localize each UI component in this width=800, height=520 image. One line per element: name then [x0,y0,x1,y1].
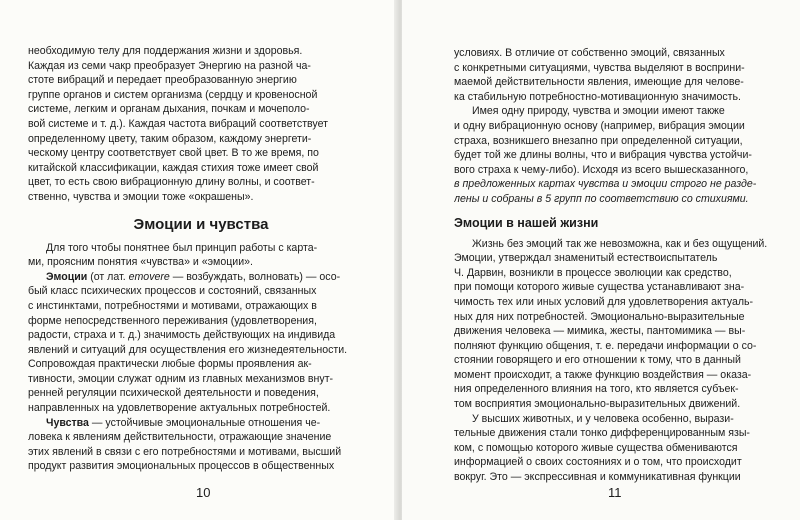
text-line: том восприятия эмоционально-выразительных движений. [454,398,741,411]
text-line: Ч. Дарвин, возникли в процессе эволюции как средство, [454,266,732,279]
text-line: группе органов и систем организма (сердцу и кровеносной [28,88,318,101]
text-line: продукт развития эмоциональных процессов в общественных [28,460,335,473]
text-line: ния определенного влияния на того, кто является субъек- [454,383,739,396]
page-number: 11 [608,485,622,500]
text-line: ренней регуляции психической деятельности и поведения, [28,387,319,400]
feelings-term: Чувства [46,416,89,429]
section-heading: Эмоции и чувства [133,215,269,233]
text-line: ка стабильную потребностно-мотивационную значимость. [454,90,741,103]
text-fragment: (от лат. [87,270,129,283]
text-line: направленных на удовлетворение актуальных потребностей. [28,402,331,415]
text-line: Для того чтобы понятнее был принцип работы с карта- [46,241,318,254]
right-page [402,0,800,520]
text-line: информацией о своих состояниях и о том, что происходит [454,456,742,469]
text-line: У высших животных, и у человека особенно, вырази- [472,412,734,425]
text-line: вого страха к чему-либо). Исходя из всего вышесказанного, [454,163,749,176]
text-line: ловека к явлениям действительности, отражающие значение [28,431,332,444]
page-number: 10 [196,485,211,500]
text-line: ком, с помощью которого живые существа обмениваются [454,441,738,454]
text-line: Жизнь без эмоций так же невозможна, как и без ощущений. [472,237,768,250]
text-line: и одну вибрационную основу (например, вибрация эмоции [454,119,745,132]
text-line: определенному цвету, таким образом, каждому энергети- [28,132,312,145]
definition-line [28,416,374,431]
text-line: этих явлений в связи с его потребностями и мотивами, высший [28,445,342,458]
definition-line [28,270,374,285]
italic-line: в предложенных картах чувства и эмоции строго не разде- [454,178,757,191]
text-line: системе, легким и органам дыхания, почкам и мочеполо- [28,103,310,116]
text-line: будет той же длины волны, что и вибрация чувства устойчи- [454,149,752,162]
text-line: с инстинктами, потребностями и мотивами, отражающих в [28,299,317,312]
text-line: Сопровождая практически любые формы проявления ак- [28,358,312,371]
text-line: момент происходит, а также функцию воздействия — оказа- [454,368,752,381]
section-heading: Эмоции в нашей жизни [454,215,599,230]
text-line: ных для них потребностей. Эмоционально-выразительные [454,310,745,323]
text-line: вокруг. Это — экспрессивная и коммуникативная функции [454,471,741,484]
text-line: ственно, чувства и эмоции тоже «окрашены». [28,190,254,203]
text-line: условиях. В отличие от собственно эмоций, связанных [454,47,725,59]
text-line: необходимую телу для поддержания жизни и здоровья. [28,45,303,57]
text-line: чимость тех или иных условий для удовлетворения актуаль- [454,295,754,308]
text-line: тельные движения стали тонко дифференцированным язы- [454,427,750,440]
text-line: с конкретными ситуациями, чувства выделяют в восприни- [454,61,745,74]
text-line: китайской классификации, каждая стихия тоже имеет свой [28,161,319,174]
text-fragment: — устойчивые эмоциональные отношения че- [88,416,321,429]
text-line: полняют функцию общения, т. е. передачи информации о со- [454,339,757,352]
left-page-text [28,44,374,474]
left-page [0,0,398,520]
text-line: форме непосредственного переживания (удовлетворения, [28,314,317,327]
text-line: Каждая из семи чакр преобразует Энергию на разной ча- [28,59,311,72]
text-line: Эмоции, утверждал знаменитый естествоиспытатель [454,252,718,265]
text-line: тивности, эмоции служат одним из главных механизмов внут- [28,372,334,385]
text-line: при помощи которого живые существа устанавливают зна- [454,281,745,294]
text-fragment: — возбуждать, волновать) — осо- [169,270,341,283]
text-line: стоте вибраций и передает преобразованную энергию [28,74,297,87]
text-line: страха, возникшего внезапно при определенной ситуации, [454,134,743,147]
text-line: движения человека — мимика, жесты, пантомимика — вы- [454,325,746,338]
latin-term: emovere [128,270,170,283]
text-line: ми, проясним понятия «чувства» и «эмоции». [28,256,253,269]
italic-line: лены и собраны в 5 групп по соответствию со стихиями. [454,192,749,205]
text-line: цвет, то есть свою вибрационную длину волны, и соответ- [28,176,315,189]
text-line: Имея одну природу, чувства и эмоции имеют также [472,105,725,118]
emotions-term: Эмоции [46,270,88,283]
text-line: бый класс психических процессов и состояний, связанных [28,285,317,298]
text-line: вой системе и т. д.). Каждая частота вибраций соответствует [28,117,329,130]
right-page-text [454,46,788,485]
text-line: ческому центру соответствует свой цвет. В то же время, по [28,147,319,160]
text-line: стоянии говорящего и его отношении к тому, что в данный [454,354,741,367]
text-line: маемой действительности явления, имеющие для челове- [454,76,744,89]
text-line: радости, страха и т. д.) значимость действующих на индивида [28,329,336,342]
text-line: явлений и ситуаций для осуществления его жизнедеятельности. [28,343,348,356]
